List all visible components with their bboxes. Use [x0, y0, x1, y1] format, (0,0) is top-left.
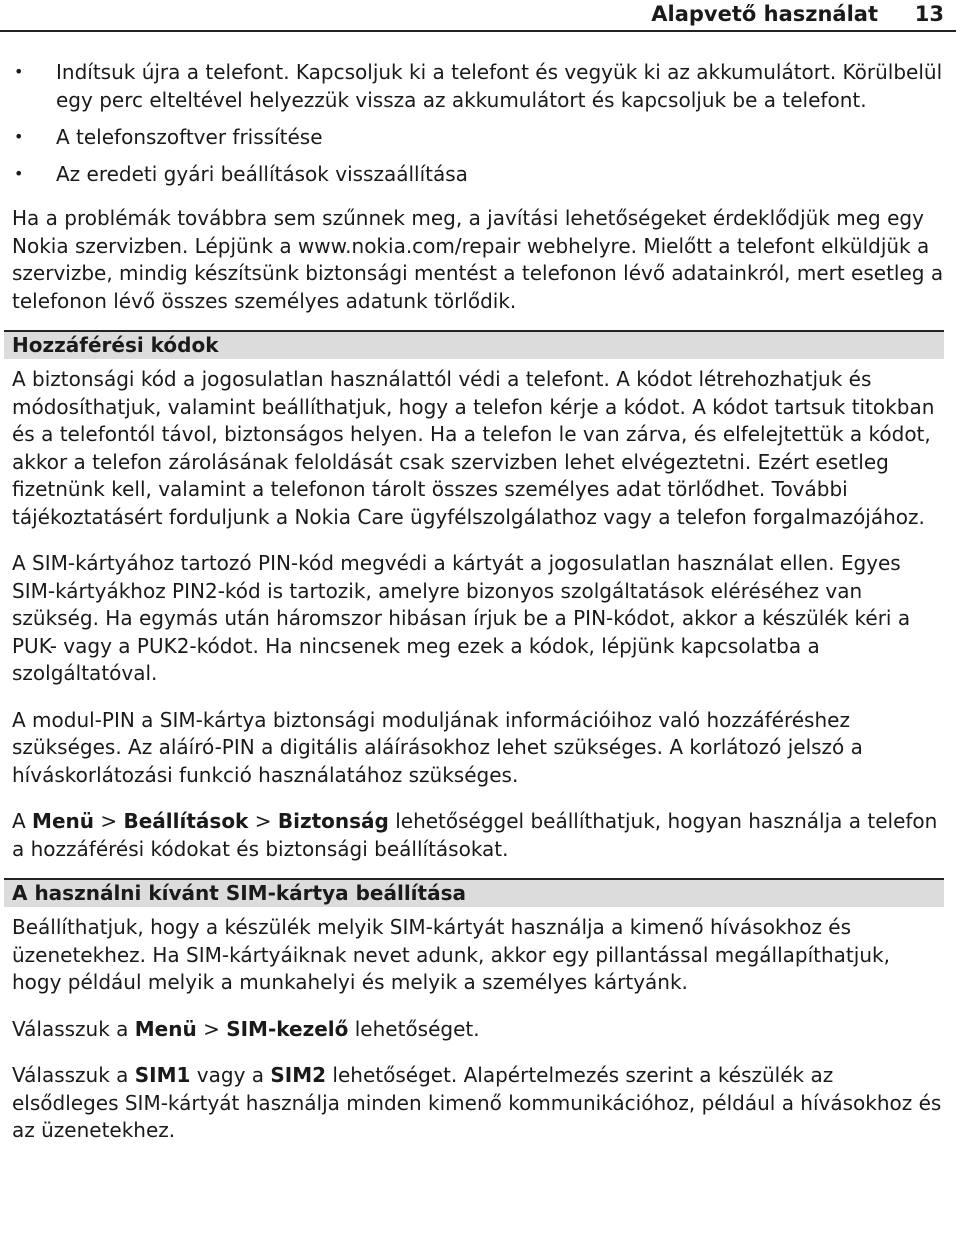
section-heading-access-codes: Hozzáférési kódok	[4, 330, 944, 359]
text-run: lehetőséggel beállíthatjuk, hogyan használja a telefon a hozzáférési kódokat és biztonsági beállításokat.	[12, 809, 938, 861]
access-codes-paragraph-2: A SIM-kártyához tartozó PIN-kód megvédi a kártyát a jogosulatlan használat ellen. Egyes SIM-kártyákhoz PIN2-kód is tartozik, amelyre bizonyos szolgáltatások eléréséhez van szükség. Ha egymás után háromszor hibásan írjuk be a PIN-kódot, akkor a készülék kéri a PUK- vagy a PUK2-kódot. Ha nincsenek meg ezek a kódok, lépjünk kapcsolatba a szolgáltatóval.	[12, 551, 911, 685]
sim-paragraph-3	[12, 1062, 944, 1145]
list-item-text: Indítsuk újra a telefont. Kapcsoljuk ki a telefont és vegyük ki az akkumulátort. Körülbelül egy perc elteltével helyezzük vissza az akkumulátort és kapcsoljuk be a telefont.	[56, 60, 943, 112]
sim1-label: SIM1	[134, 1063, 191, 1087]
menu-label: Menü	[134, 1016, 197, 1041]
sim-manager-label: SIM-kezelő	[226, 1016, 349, 1041]
text-run: Válasszuk a	[12, 1016, 135, 1041]
page-number: 13	[914, 2, 944, 26]
text-run: A	[12, 809, 33, 833]
list-item	[12, 160, 944, 188]
security-label: Biztonság	[277, 809, 389, 833]
text-run: vagy a	[190, 1063, 271, 1087]
list-item-text: Az eredeti gyári beállítások visszaállítása	[56, 162, 468, 186]
bullet-icon: •	[14, 62, 24, 81]
page-header	[0, 0, 956, 32]
access-codes-paragraph-1: A biztonsági kód a jogosulatlan használattól védi a telefont. A kódot létrehozhatjuk és módosíthatjuk, valamint beállíthatjuk, hogy a telefon kérje a kódot. A kódot tartsuk titokban és a telefontól távol, biztonságos helyen. Ha a telefon le van zárva, és elfelejtettük a kódot, akkor a telefon zárolásának feloldását csak szervizben lehet elvégeztetni. Ezért esetleg fizetnünk kell, valamint a telefonon tárolt összes személyes adat törlődhet. További tájékoztatásért forduljunk a Nokia Care ügyfélszolgálathoz vagy a telefon forgalmazójához.	[12, 367, 935, 529]
access-codes-paragraph-3: A modul-PIN a SIM-kártya biztonsági moduljának információihoz való hozzáféréshez szükséges. Az aláíró-PIN a digitális aláírásokhoz lehet szükséges. A korlátozó jelszó a híváskorlátozási funkció használatához szükséges.	[12, 707, 863, 787]
path-separator: >	[196, 1016, 227, 1041]
access-codes-paragraph-4	[12, 808, 944, 863]
text-run: Válasszuk a	[12, 1063, 135, 1087]
bullet-icon: •	[14, 164, 24, 183]
path-separator: >	[94, 809, 124, 833]
intro-paragraph: Ha a problémák továbbra sem szűnnek meg, a javítási lehetőségeket érdeklődjük meg egy Nokia szervizben. Lépjünk a www.nokia.com/repair webhelyre. Mielőtt a telefont elküldjük a szervizbe, mindig készítsünk biztonsági mentést a telefonon lévő adatainkról, mert esetleg a telefonon lévő összes személyes adatunk törlődik.	[12, 206, 944, 313]
list-item	[12, 58, 944, 114]
troubleshooting-list	[12, 58, 944, 188]
list-item	[12, 123, 944, 151]
settings-label: Beállítások	[123, 809, 249, 833]
path-separator: >	[248, 809, 278, 833]
sim-paragraph-2	[12, 1016, 944, 1044]
sim2-label: SIM2	[270, 1063, 327, 1087]
bullet-icon: •	[14, 127, 24, 146]
page-content	[12, 58, 944, 1145]
text-run: lehetőséget.	[348, 1016, 480, 1041]
sim-paragraph-1: Beállíthatjuk, hogy a készülék melyik SIM-kártyát használja a kimenő hívásokhoz és üzenetekhez. Ha SIM-kártyáiknak nevet adunk, akkor egy pillantással megállapíthatjuk, hogy például melyik a munkahelyi és melyik a személyes kártyánk.	[12, 915, 890, 994]
menu-label: Menü	[32, 809, 94, 833]
section-heading-sim-selection: A használni kívánt SIM-kártya beállítása	[4, 878, 944, 907]
text-run: lehetőséget. Alapértelmezés szerint a készülék az elsődleges SIM-kártyát használja minden kimenő kommunikációhoz, például a hívásokhoz és az üzenetekhez.	[12, 1063, 942, 1142]
list-item-text: A telefonszoftver frissítése	[56, 125, 323, 149]
header-title: Alapvető használat	[651, 2, 878, 26]
